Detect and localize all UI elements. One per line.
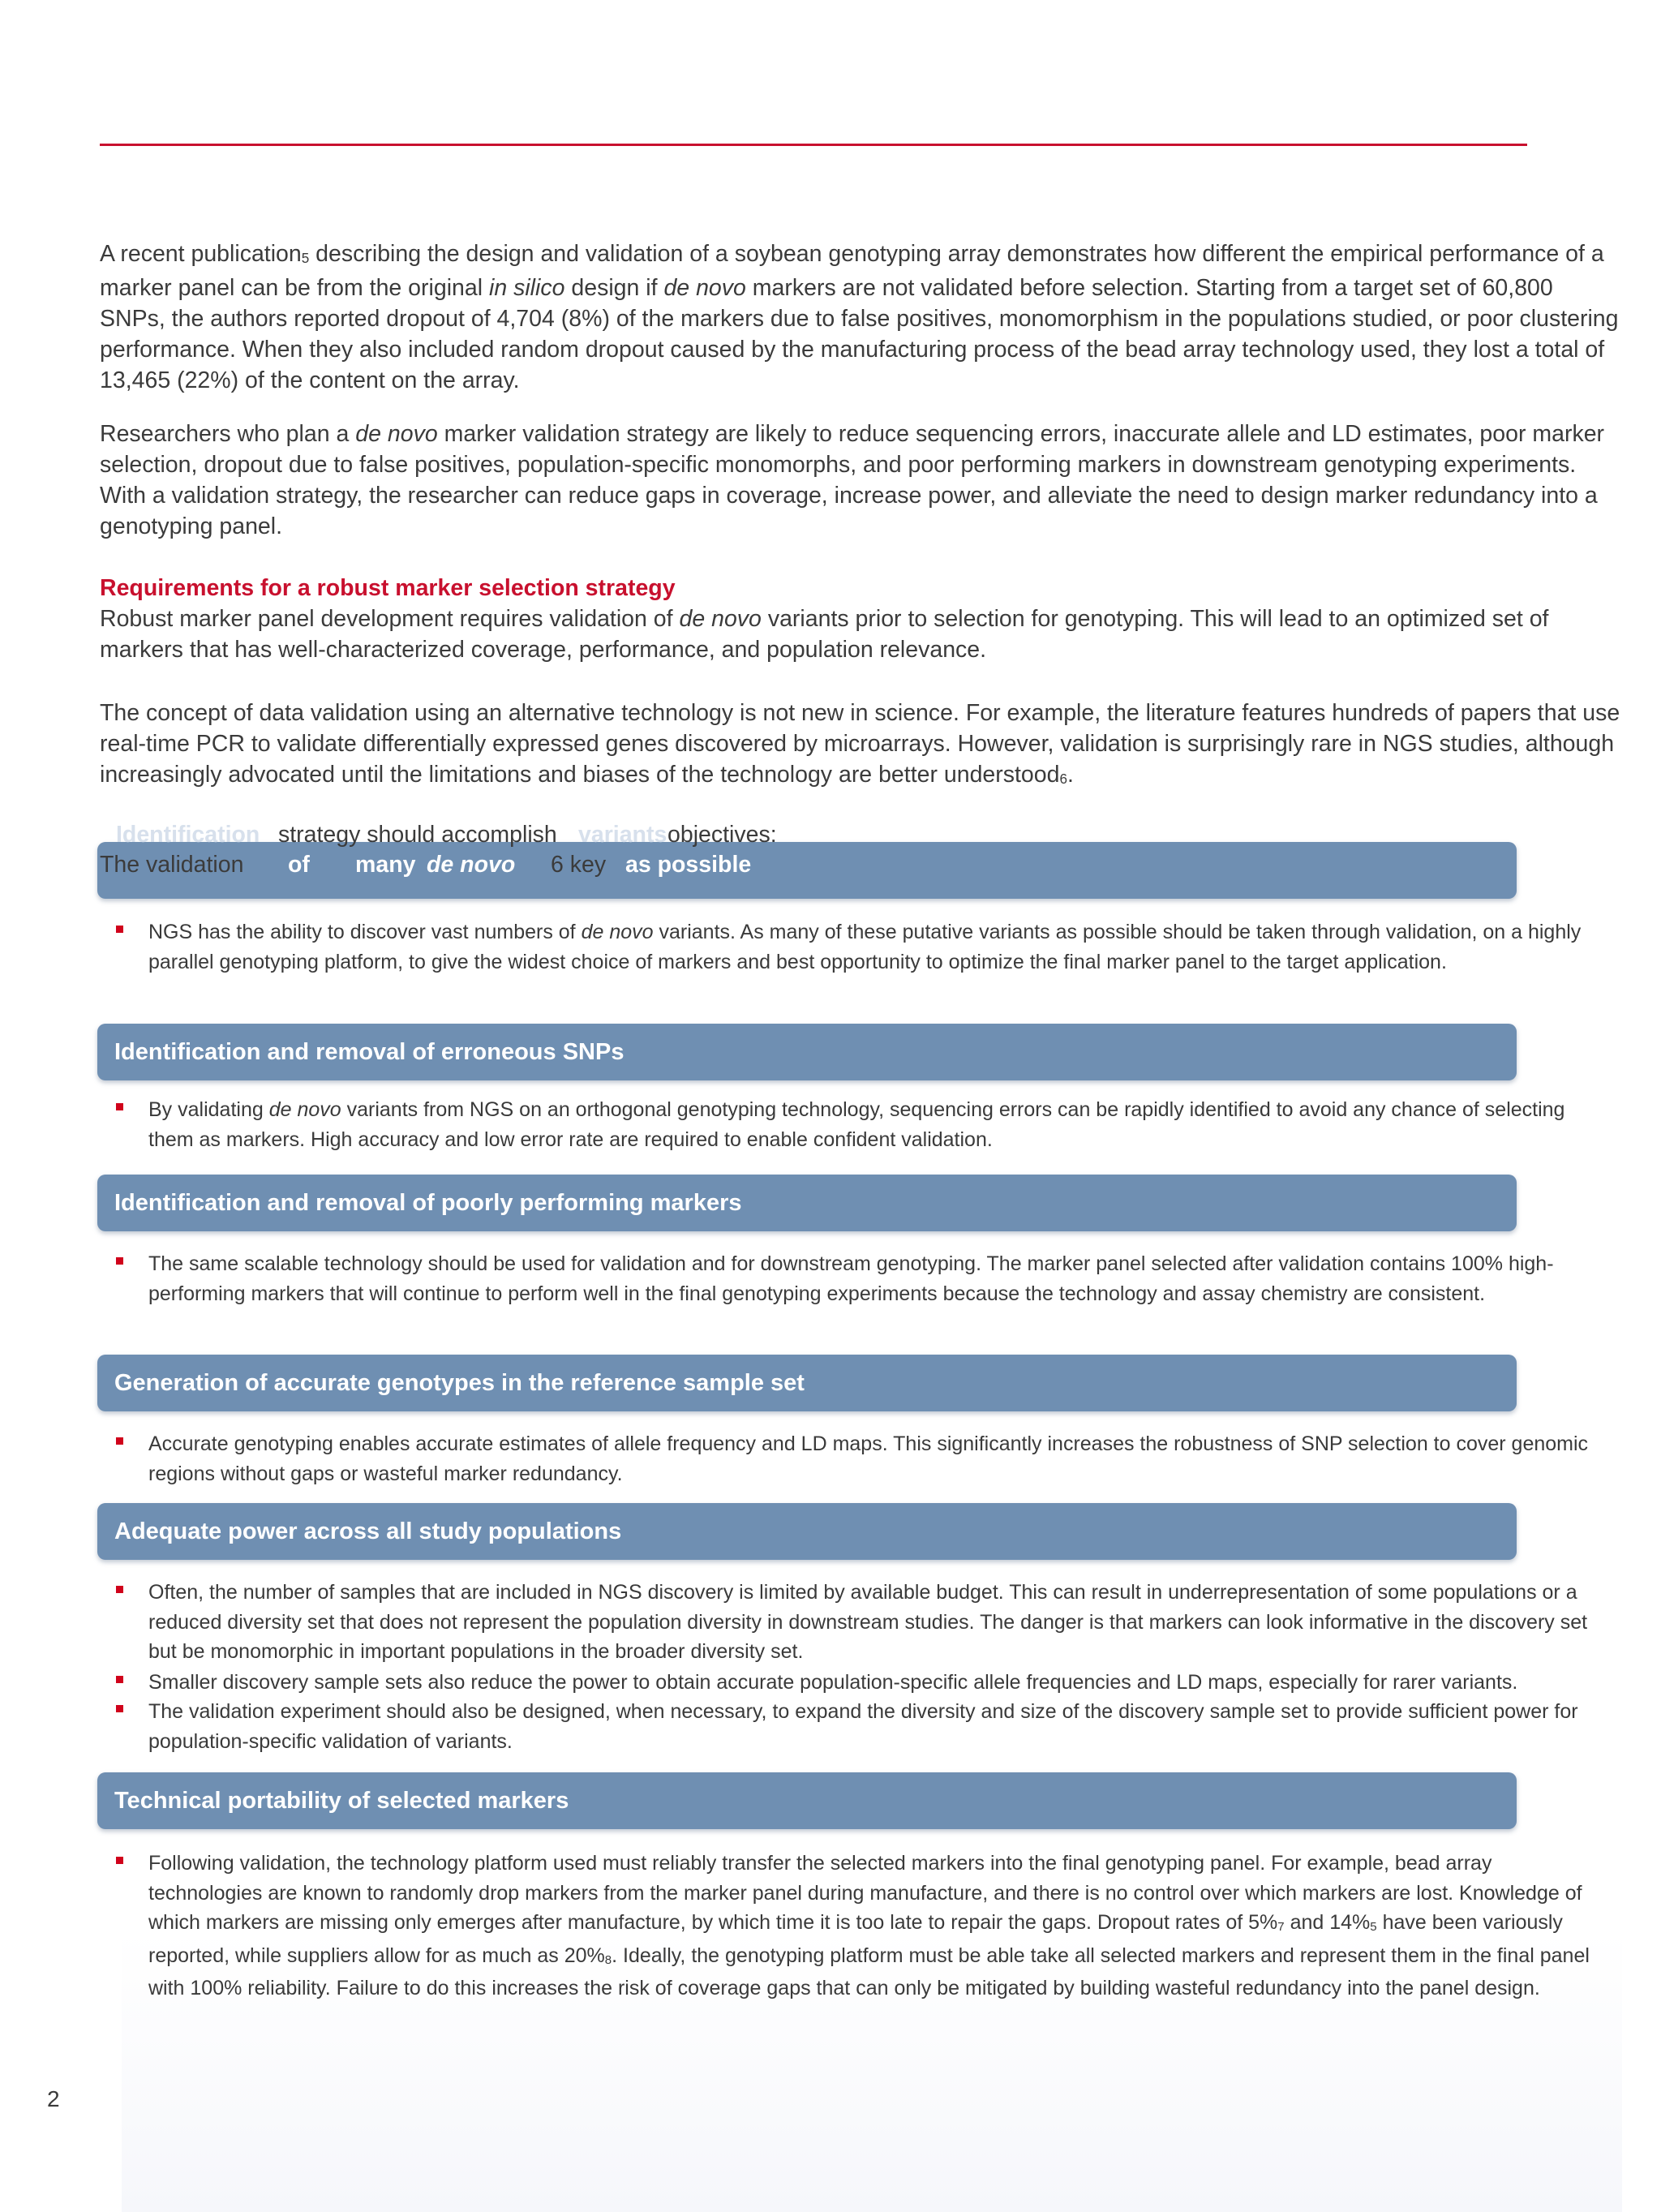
overlap-text: 6 key (551, 852, 607, 878)
bar-title-fragment: de novo (427, 852, 516, 878)
section-bar-6 (97, 1772, 1517, 1829)
text-run: and 14% (1284, 1911, 1371, 1934)
bullet-item (116, 1249, 1608, 1308)
section-bar-5 (97, 1503, 1517, 1560)
citation-ref: 7 (1277, 1920, 1285, 1934)
bullet-marker-icon (116, 926, 123, 933)
validation-strategy-paragraph (100, 419, 1625, 542)
italic-term: de novo (581, 921, 654, 943)
text-run: design if (564, 275, 664, 301)
section-bar-2 (97, 1024, 1517, 1080)
bullet-text: The validation experiment should also be designed, when necessary, to expand the diversity and size of the discovery sample set to provide sufficient power for population-specific validation of variants. (148, 1700, 1578, 1753)
bullet-text: The same scalable technology should be used for validation and for downstream genotyping. The marker panel selected after validation contains 100% high-performing markers that will continue to perform well in the final genotyping experiments because the technology and assay chemistry are consistent. (148, 1252, 1554, 1305)
italic-term: de novo (679, 606, 762, 632)
bullet-text (148, 1095, 1608, 1154)
bullet-item (116, 917, 1608, 977)
overlap-text: strategy should accomplish (278, 822, 557, 848)
text-run: The concept of data validation using an alternative technology is not new in science. For example, the literature features hundreds of papers that use real-time PCR to validate differentially expressed genes discovered by microarrays. However, validation is surprisingly rare in NGS studies, although increasingly advocated until the limitations and biases of the technology are better understood (100, 700, 1620, 788)
bullet-text (148, 917, 1608, 977)
text-run: NGS has the ability to discover vast numbers of (148, 921, 582, 943)
text-run: markers are not validated before selection. Starting from a target set of 60,800 SNPs, the authors reported dropout of 4,704 (8%) of the markers due to false positives, monomorphism in the populations studied, or poor clustering performance. When they also included random dropout caused by the manufacturing process of the bead array technology used, they lost a total of 13,465 (22%) of the content on the array. (100, 275, 1619, 393)
section-bar-3 (97, 1175, 1517, 1231)
bullet-item (116, 1095, 1608, 1154)
bullet-marker-icon (116, 1437, 123, 1445)
text-run: . (1067, 762, 1074, 788)
section-bar-title: Generation of accurate genotypes in the reference sample set (114, 1370, 805, 1396)
section-bar-title: Identification and removal of poorly performing markers (114, 1190, 742, 1216)
citation-ref: 8 (604, 1952, 612, 1967)
overlap-text: The validation (100, 852, 244, 878)
bullet-marker-icon (116, 1705, 123, 1712)
section-bar-4 (97, 1355, 1517, 1411)
bullet-marker-icon (116, 1257, 123, 1265)
overlap-text: objectives: (667, 822, 777, 848)
text-run: A recent publication (100, 241, 302, 267)
page-number: 2 (47, 2086, 60, 2111)
citation-ref: 5 (301, 251, 310, 266)
bullet-item (116, 1429, 1608, 1488)
text-run: have been variously reported, while suppliers allow for as much as 20% (148, 1911, 1563, 1967)
bullet-marker-icon (116, 1586, 123, 1593)
bullet-item (116, 1849, 1608, 2004)
bar-title-fragment: many (355, 852, 416, 878)
bullet-text: Smaller discovery sample sets also reduce the power to obtain accurate population-specific allele frequencies and LD maps, especially for rarer variants. (148, 1671, 1518, 1694)
italic-term: in silico (489, 275, 565, 301)
text-run: marker validation strategy are likely to reduce sequencing errors, inaccurate allele and LD estimates, poor marker selection, dropout due to false positives, population-specific monomorphs, and poor performing markers in downstream genotyping experiments. With a validation strategy, the researcher can reduce gaps in coverage, increase power, and alleviate the need to design marker redundancy into a genotyping panel. (100, 421, 1605, 539)
bullet-text: Accurate genotyping enables accurate estimates of allele frequency and LD maps. This significantly increases the robustness of SNP selection to cover genomic regions without gaps or wasteful marker redundancy. (148, 1432, 1589, 1485)
bullet-item (116, 1578, 1608, 1667)
section-bar-title: Technical portability of selected markers (114, 1788, 569, 1814)
citation-ref: 6 (1059, 771, 1068, 787)
text-run: Researchers who plan a (100, 421, 356, 447)
section-bar-title: Adequate power across all study populations (114, 1518, 622, 1544)
bullet-item (116, 1697, 1608, 1756)
text-run: variants. As many of these putative variants as possible should be taken through validation, on a highly parallel genotyping platform, to give the widest choice of markers and best opportunity to optimize the final marker panel to the target application. (148, 921, 1582, 973)
italic-term: de novo (268, 1098, 341, 1121)
bullet-marker-icon (116, 1676, 123, 1683)
bullet-text: Often, the number of samples that are included in NGS discovery is limited by available budget. This can result in underrepresentation of some populations or a reduced diversity set that does not represent the population diversity in downstream studies. The danger is that markers can look informative in the discovery set but be monomorphic in important populations in the broader diversity set. (148, 1581, 1588, 1663)
top-rule (100, 144, 1527, 146)
bar-title-fragment: as possible (625, 852, 752, 878)
bullet-marker-icon (116, 1857, 123, 1864)
text-run: Following validation, the technology platform used must reliably transfer the selected markers into the final genotyping panel. For example, bead array technologies are known to randomly drop markers from the marker panel during manufacture, and there is no control over which markers are lost. Knowledge of which markers are missing only emerges after manufacture, by which time it is too late to repair the gaps. Dropout rates of 5% (148, 1852, 1582, 1934)
text-run: variants prior to selection for genotyping. This will lead to an optimized set of markers that has well-characterized coverage, performance, and population relevance. (100, 606, 1549, 663)
section-bar-title: Identification and removal of erroneous SNPs (114, 1039, 624, 1065)
ghost-text: Identification (116, 822, 260, 848)
bullet-item (116, 1668, 1608, 1698)
citation-ref: 5 (1370, 1920, 1377, 1934)
bullet-marker-icon (116, 1103, 123, 1110)
bar-title-fragment: of (288, 852, 310, 878)
italic-term: de novo (355, 421, 438, 447)
ghost-text: variants (578, 822, 667, 848)
garbled-overlap-line (100, 819, 992, 884)
text-run: . Ideally, the genotyping platform must be able take all selected markers and represent them in the final panel with 100% reliability. Failure to do this increases the risk of coverage gaps that can only be mitigated by building wasteful redundancy into the panel design. (148, 1944, 1590, 1999)
concept-paragraph (100, 698, 1625, 793)
text-run: describing the design and validation of a soybean genotyping array demonstrates how different the empirical performance of a marker panel can be from the original (100, 241, 1604, 301)
intro-paragraph (100, 238, 1625, 396)
italic-term: de novo (663, 275, 746, 301)
requirements-paragraph (100, 603, 1625, 665)
text-run: variants from NGS on an orthogonal genotyping technology, sequencing errors can be rapidly identified to avoid any chance of selecting them as markers. High accuracy and low error rate are required to enable confident validation. (148, 1098, 1565, 1151)
section-heading: Requirements for a robust marker selection strategy (100, 575, 676, 601)
text-run: By validating (148, 1098, 269, 1121)
bullet-text (148, 1849, 1608, 2004)
text-run: Robust marker panel development requires validation of (100, 606, 680, 632)
